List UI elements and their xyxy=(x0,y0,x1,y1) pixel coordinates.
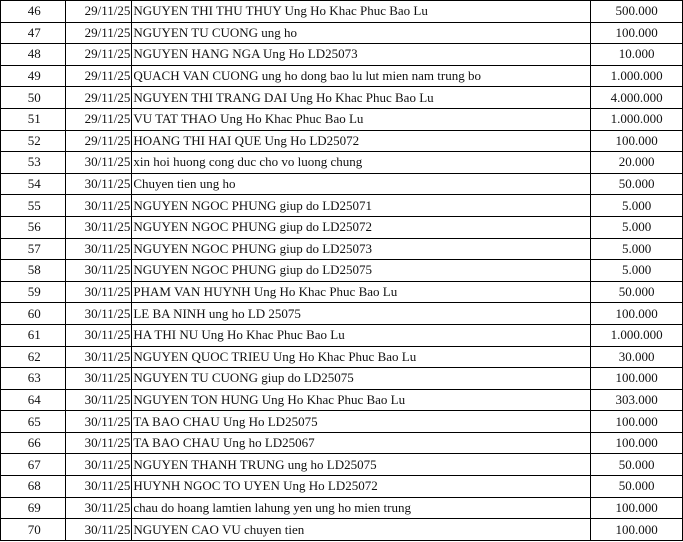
date-cell: 30/11/25 xyxy=(65,260,132,282)
row-number-cell: 69 xyxy=(1,497,66,519)
date-cell: 30/11/25 xyxy=(65,346,132,368)
amount-cell: 1.000.000 xyxy=(591,324,683,346)
date-cell: 29/11/25 xyxy=(65,65,132,87)
description-cell: NGUYEN NGOC PHUNG giup do LD25072 xyxy=(132,216,591,238)
row-number-cell: 67 xyxy=(1,454,66,476)
amount-cell: 50.000 xyxy=(591,476,683,498)
amount-cell: 50.000 xyxy=(591,173,683,195)
table-row xyxy=(1,238,683,260)
date-cell: 30/11/25 xyxy=(65,432,132,454)
description-cell: NGUYEN HANG NGA Ung Ho LD25073 xyxy=(132,44,591,66)
date-cell: 30/11/25 xyxy=(65,454,132,476)
row-number-cell: 46 xyxy=(1,1,66,23)
table-row xyxy=(1,432,683,454)
amount-cell: 100.000 xyxy=(591,411,683,433)
table-row xyxy=(1,411,683,433)
date-cell: 29/11/25 xyxy=(65,1,132,23)
amount-cell: 100.000 xyxy=(591,303,683,325)
description-cell: NGUYEN QUOC TRIEU Ung Ho Khac Phuc Bao Lu xyxy=(132,346,591,368)
amount-cell: 5.000 xyxy=(591,216,683,238)
date-cell: 30/11/25 xyxy=(65,389,132,411)
description-cell: xin hoi huong cong duc cho vo luong chung xyxy=(132,152,591,174)
row-number-cell: 58 xyxy=(1,260,66,282)
date-cell: 29/11/25 xyxy=(65,87,132,109)
row-number-cell: 54 xyxy=(1,173,66,195)
date-cell: 30/11/25 xyxy=(65,411,132,433)
description-cell: HA THI NU Ung Ho Khac Phuc Bao Lu xyxy=(132,324,591,346)
description-cell: NGUYEN TU CUONG ung ho xyxy=(132,22,591,44)
table-row xyxy=(1,476,683,498)
description-cell: LE BA NINH ung ho LD 25075 xyxy=(132,303,591,325)
description-cell: NGUYEN THANH TRUNG ung ho LD25075 xyxy=(132,454,591,476)
description-cell: Chuyen tien ung ho xyxy=(132,173,591,195)
row-number-cell: 70 xyxy=(1,519,66,541)
amount-cell: 303.000 xyxy=(591,389,683,411)
table-row xyxy=(1,44,683,66)
amount-cell: 100.000 xyxy=(591,22,683,44)
amount-cell: 500.000 xyxy=(591,1,683,23)
table-row xyxy=(1,216,683,238)
amount-cell: 5.000 xyxy=(591,238,683,260)
amount-cell: 5.000 xyxy=(591,260,683,282)
table-row xyxy=(1,303,683,325)
amount-cell: 100.000 xyxy=(591,130,683,152)
row-number-cell: 60 xyxy=(1,303,66,325)
date-cell: 29/11/25 xyxy=(65,108,132,130)
table-row xyxy=(1,281,683,303)
amount-cell: 5.000 xyxy=(591,195,683,217)
table-row xyxy=(1,130,683,152)
date-cell: 29/11/25 xyxy=(65,44,132,66)
row-number-cell: 66 xyxy=(1,432,66,454)
date-cell: 30/11/25 xyxy=(65,173,132,195)
date-cell: 30/11/25 xyxy=(65,476,132,498)
row-number-cell: 48 xyxy=(1,44,66,66)
table-row xyxy=(1,368,683,390)
date-cell: 29/11/25 xyxy=(65,130,132,152)
description-cell: TA BAO CHAU Ung Ho LD25075 xyxy=(132,411,591,433)
row-number-cell: 51 xyxy=(1,108,66,130)
description-cell: NGUYEN TU CUONG giup do LD25075 xyxy=(132,368,591,390)
row-number-cell: 56 xyxy=(1,216,66,238)
description-cell: NGUYEN CAO VU chuyen tien xyxy=(132,519,591,541)
table-row xyxy=(1,87,683,109)
amount-cell: 100.000 xyxy=(591,519,683,541)
table-row xyxy=(1,22,683,44)
amount-cell: 1.000.000 xyxy=(591,65,683,87)
row-number-cell: 64 xyxy=(1,389,66,411)
row-number-cell: 55 xyxy=(1,195,66,217)
description-cell: HUYNH NGOC TO UYEN Ung Ho LD25072 xyxy=(132,476,591,498)
date-cell: 30/11/25 xyxy=(65,152,132,174)
table-row xyxy=(1,152,683,174)
amount-cell: 1.000.000 xyxy=(591,108,683,130)
amount-cell: 100.000 xyxy=(591,432,683,454)
row-number-cell: 62 xyxy=(1,346,66,368)
amount-cell: 100.000 xyxy=(591,368,683,390)
table-row xyxy=(1,389,683,411)
table-row xyxy=(1,497,683,519)
date-cell: 30/11/25 xyxy=(65,216,132,238)
table-row xyxy=(1,260,683,282)
description-cell: TA BAO CHAU Ung ho LD25067 xyxy=(132,432,591,454)
description-cell: NGUYEN NGOC PHUNG giup do LD25075 xyxy=(132,260,591,282)
date-cell: 29/11/25 xyxy=(65,22,132,44)
date-cell: 30/11/25 xyxy=(65,238,132,260)
row-number-cell: 63 xyxy=(1,368,66,390)
row-number-cell: 68 xyxy=(1,476,66,498)
description-cell: NGUYEN NGOC PHUNG giup do LD25073 xyxy=(132,238,591,260)
date-cell: 30/11/25 xyxy=(65,303,132,325)
amount-cell: 10.000 xyxy=(591,44,683,66)
table-row xyxy=(1,65,683,87)
description-cell: PHAM VAN HUYNH Ung Ho Khac Phuc Bao Lu xyxy=(132,281,591,303)
description-cell: NGUYEN THI TRANG DAI Ung Ho Khac Phuc Bao Lu xyxy=(132,87,591,109)
row-number-cell: 61 xyxy=(1,324,66,346)
row-number-cell: 57 xyxy=(1,238,66,260)
description-cell: NGUYEN THI THU THUY Ung Ho Khac Phuc Bao Lu xyxy=(132,1,591,23)
description-cell: QUACH VAN CUONG ung ho dong bao lu lut mien nam trung bo xyxy=(132,65,591,87)
description-cell: VU TAT THAO Ung Ho Khac Phuc Bao Lu xyxy=(132,108,591,130)
description-cell: NGUYEN NGOC PHUNG giup do LD25071 xyxy=(132,195,591,217)
row-number-cell: 65 xyxy=(1,411,66,433)
amount-cell: 50.000 xyxy=(591,281,683,303)
date-cell: 30/11/25 xyxy=(65,519,132,541)
donation-table-body xyxy=(1,0,683,540)
date-cell: 30/11/25 xyxy=(65,195,132,217)
date-cell: 30/11/25 xyxy=(65,497,132,519)
row-number-cell: 59 xyxy=(1,281,66,303)
row-number-cell: 53 xyxy=(1,152,66,174)
description-cell: NGUYEN TON HUNG Ung Ho Khac Phuc Bao Lu xyxy=(132,389,591,411)
amount-cell: 4.000.000 xyxy=(591,87,683,109)
row-number-cell: 50 xyxy=(1,87,66,109)
amount-cell: 50.000 xyxy=(591,454,683,476)
description-cell: chau do hoang lamtien lahung yen ung ho mien trung xyxy=(132,497,591,519)
table-row xyxy=(1,195,683,217)
date-cell: 30/11/25 xyxy=(65,324,132,346)
table-row xyxy=(1,173,683,195)
row-number-cell: 52 xyxy=(1,130,66,152)
date-cell: 30/11/25 xyxy=(65,368,132,390)
row-number-cell: 47 xyxy=(1,22,66,44)
table-row xyxy=(1,519,683,541)
table-row xyxy=(1,346,683,368)
amount-cell: 30.000 xyxy=(591,346,683,368)
row-number-cell: 49 xyxy=(1,65,66,87)
amount-cell: 20.000 xyxy=(591,152,683,174)
description-cell: HOANG THI HAI QUE Ung Ho LD25072 xyxy=(132,130,591,152)
table-row xyxy=(1,454,683,476)
table-row xyxy=(1,324,683,346)
amount-cell: 100.000 xyxy=(591,497,683,519)
table-row xyxy=(1,108,683,130)
table-row xyxy=(1,1,683,23)
date-cell: 30/11/25 xyxy=(65,281,132,303)
